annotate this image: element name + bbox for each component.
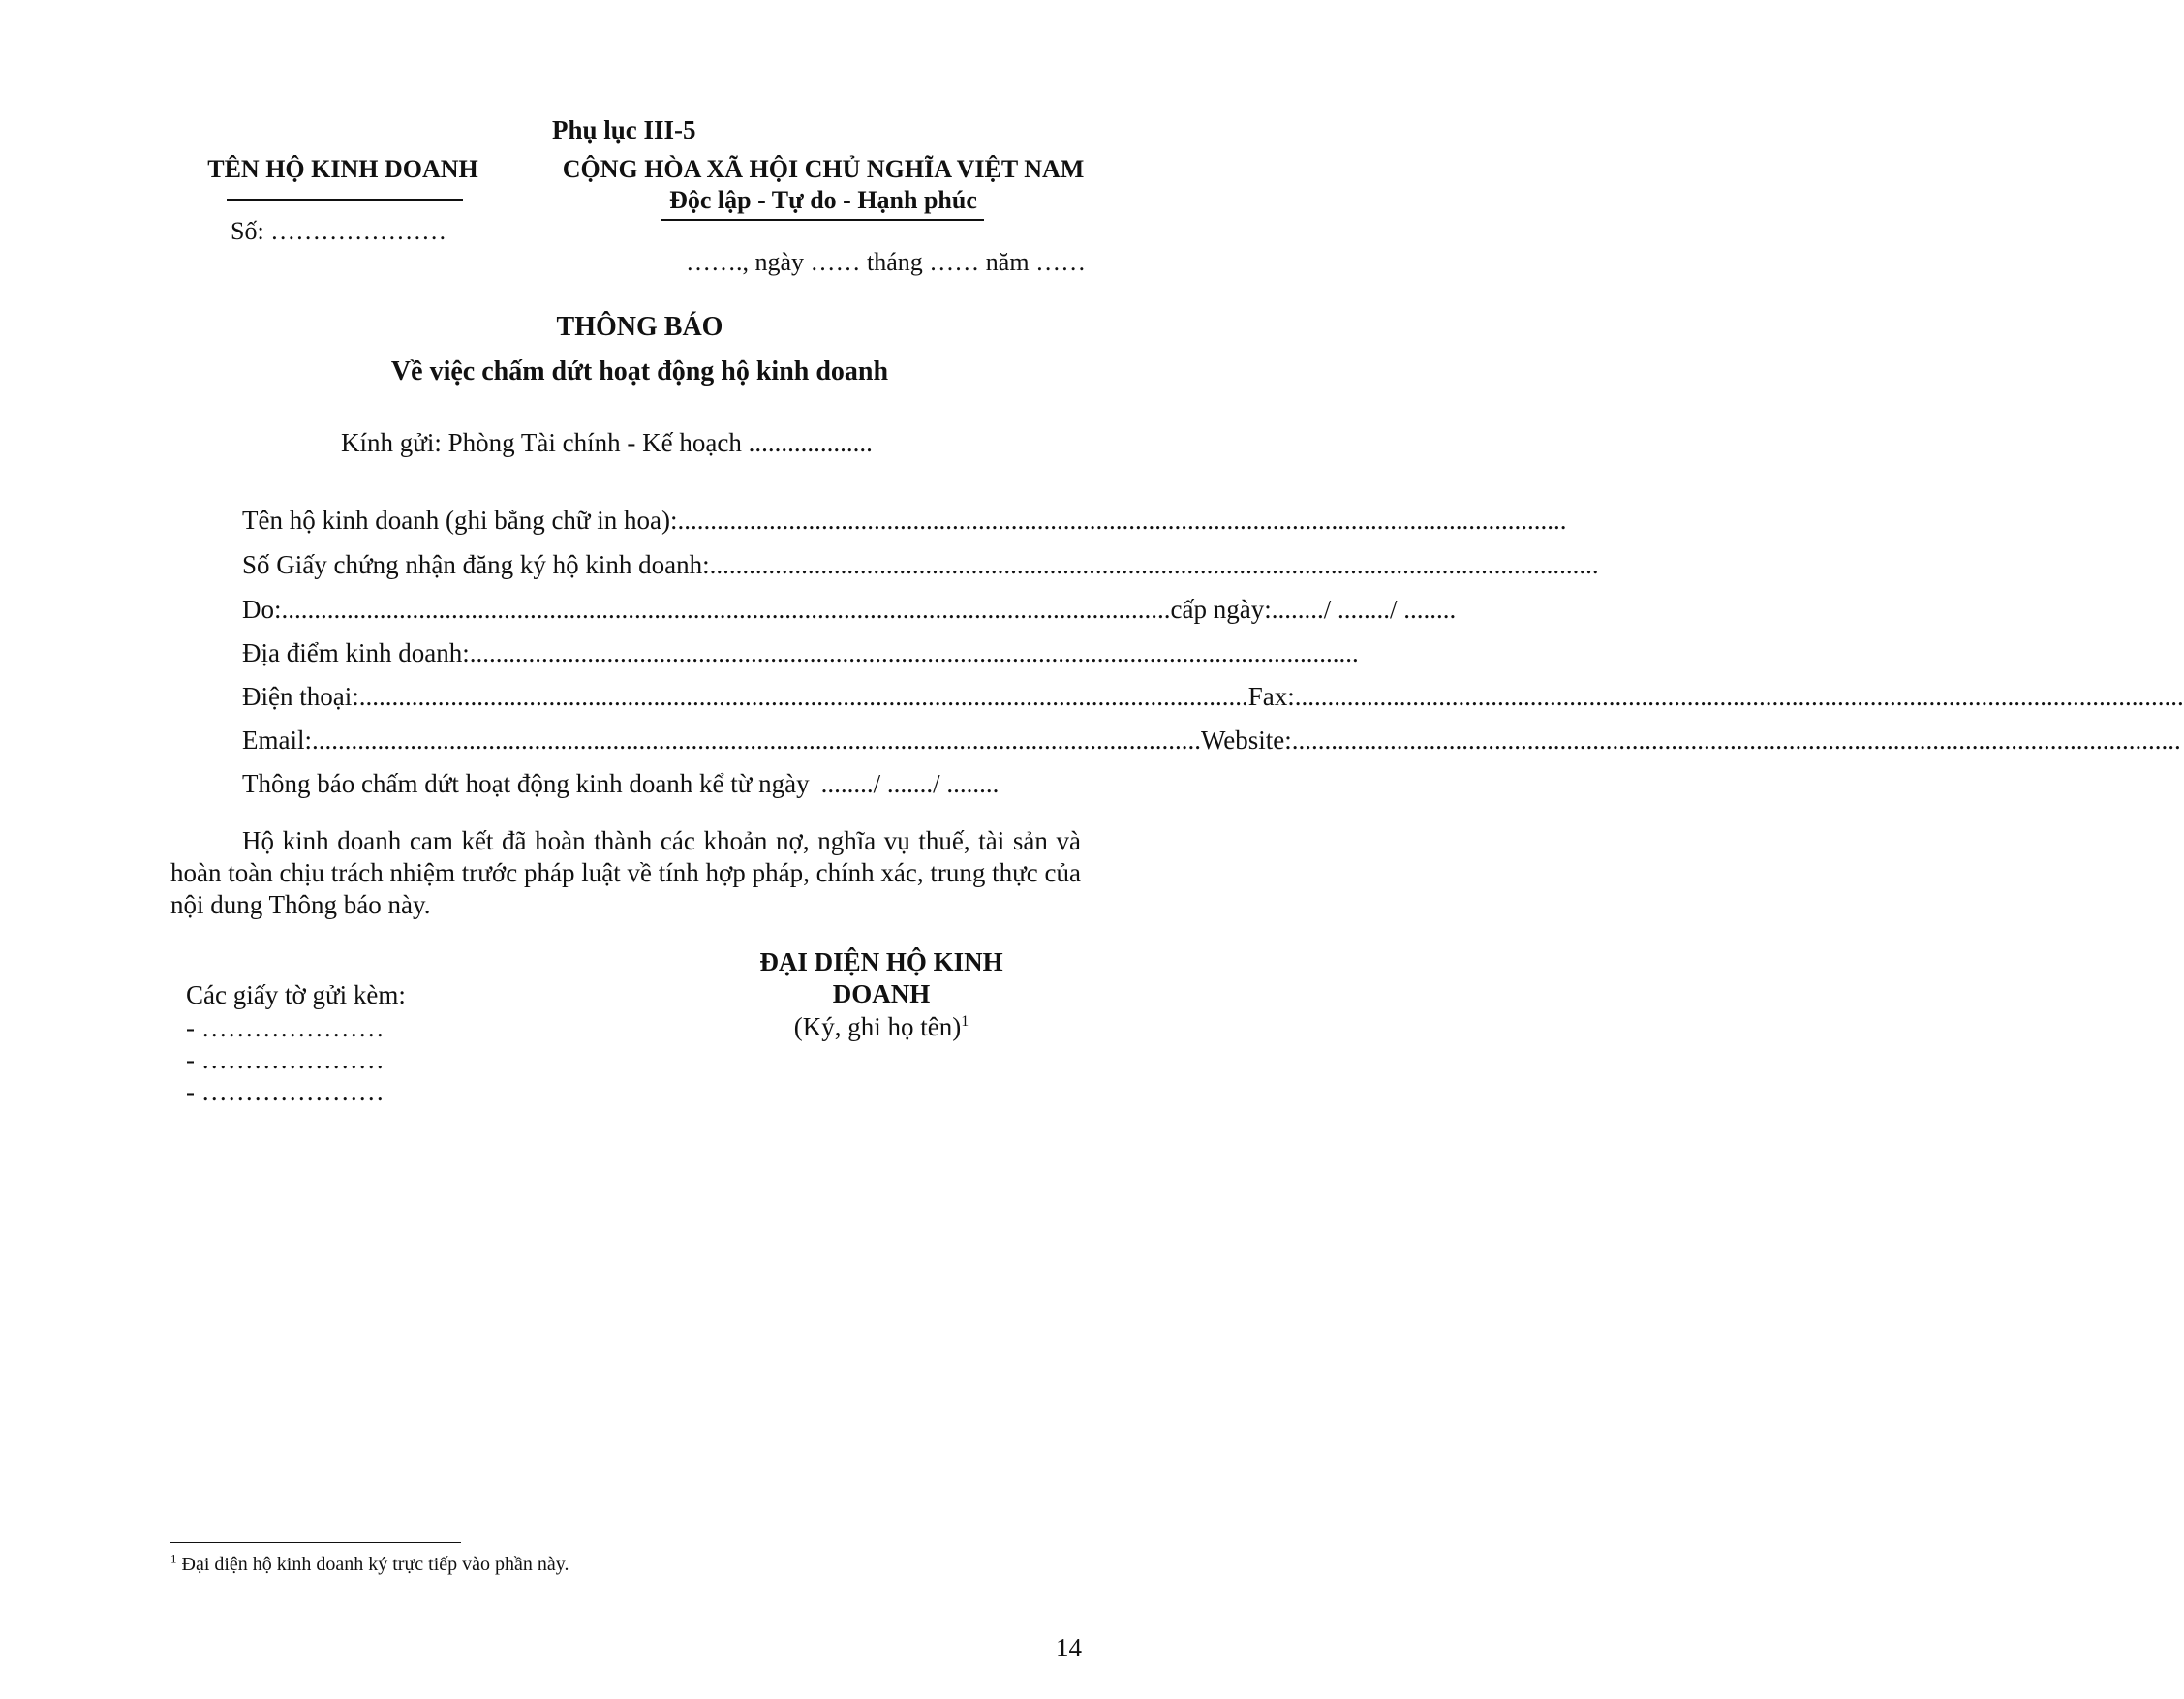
motto: Độc lập - Tự do - Hạnh phúc bbox=[669, 186, 977, 214]
field-label: Website: bbox=[1200, 726, 1292, 755]
attachment-item: - ………………… bbox=[186, 1013, 385, 1042]
motto-underline bbox=[661, 219, 984, 221]
fill-dots: ........................................................................................................................................ bbox=[677, 506, 1567, 535]
field-business-address bbox=[242, 637, 1359, 668]
field-date-value: ......../ ......./ ........ bbox=[820, 769, 1000, 798]
field-email-website bbox=[242, 725, 2181, 756]
document-subtitle: Về việc chấm dứt hoạt động hộ kinh doanh bbox=[390, 356, 889, 386]
attachments-label: Các giấy tờ gửi kèm: bbox=[186, 980, 406, 1009]
footnote-separator bbox=[170, 1542, 461, 1543]
fill-dots: ........................................................................................................................................ bbox=[1294, 682, 2184, 711]
field-date-value: ......../ ......../ ........ bbox=[1271, 595, 1457, 624]
business-name-underline bbox=[227, 199, 463, 201]
field-label: Email: bbox=[242, 726, 312, 755]
signature-note-text: (Ký, ghi họ tên) bbox=[793, 1012, 962, 1041]
document-number: Số: ………………… bbox=[231, 217, 447, 245]
fill-dots: ........................................................................................................................................ bbox=[281, 595, 1171, 624]
field-label: Fax: bbox=[1247, 682, 1295, 711]
fill-dots: ........................................................................................................................................ bbox=[709, 550, 1599, 579]
republic-heading: CỘNG HÒA XÃ HỘI CHỦ NGHĨA VIỆT NAM bbox=[562, 155, 1085, 183]
footnote-text: Đại diện hộ kinh doanh ký trực tiếp vào phần này. bbox=[176, 1554, 569, 1575]
page-number: 14 bbox=[1056, 1633, 1082, 1662]
field-issued-by bbox=[242, 594, 1457, 625]
field-phone-fax bbox=[242, 681, 2184, 712]
fill-dots: ........................................................................................................................................ bbox=[358, 682, 1248, 711]
fill-dots: ........................................................................................................................................ bbox=[469, 638, 1359, 667]
field-label: Tên hộ kinh doanh (ghi bằng chữ in hoa): bbox=[242, 506, 678, 535]
fill-dots: ........................................................................................................................................ bbox=[1291, 726, 2181, 755]
field-label: Do: bbox=[242, 595, 282, 624]
field-label: Số Giấy chứng nhận đăng ký hộ kinh doanh: bbox=[242, 550, 710, 579]
signature-title-line1: ĐẠI DIỆN HỘ KINH bbox=[759, 947, 1003, 976]
footnote bbox=[170, 1553, 569, 1576]
signature-note bbox=[717, 1011, 1046, 1042]
field-label: Thông báo chấm dứt hoạt động kinh doanh kể từ ngày bbox=[242, 769, 810, 798]
appendix-label: Phụ lục III-5 bbox=[552, 115, 696, 144]
fill-dots: ........................................................................................................................................ bbox=[311, 726, 1201, 755]
date-line: ……., ngày …… tháng …… năm …… bbox=[686, 248, 1087, 276]
attachment-item: - ………………… bbox=[186, 1045, 385, 1074]
commitment-paragraph: Hộ kinh doanh cam kết đã hoàn thành các khoản nợ, nghĩa vụ thuế, tài sản và hoàn toàn chịu trách nhiệm trước pháp luật về tính hợp pháp, chính xác, trung thực của nội dung Thông báo này. bbox=[170, 826, 1081, 919]
business-name-heading: TÊN HỘ KINH DOANH bbox=[207, 155, 478, 183]
field-label: Địa điểm kinh doanh: bbox=[242, 638, 470, 667]
field-business-name bbox=[242, 505, 1567, 536]
recipient-line: Kính gửi: Phòng Tài chính - Kế hoạch ................... bbox=[341, 428, 873, 457]
signature-title-line2: DOANH bbox=[832, 979, 931, 1008]
field-termination-date bbox=[242, 768, 1073, 799]
field-label: Điện thoại: bbox=[242, 682, 359, 711]
footnote-marker: 1 bbox=[170, 1551, 177, 1566]
document-title: THÔNG BÁO bbox=[556, 312, 723, 342]
field-certificate-number bbox=[242, 549, 1599, 580]
attachment-item: - ………………… bbox=[186, 1077, 385, 1106]
field-label: cấp ngày: bbox=[1170, 595, 1272, 624]
footnote-reference: 1 bbox=[961, 1013, 969, 1030]
